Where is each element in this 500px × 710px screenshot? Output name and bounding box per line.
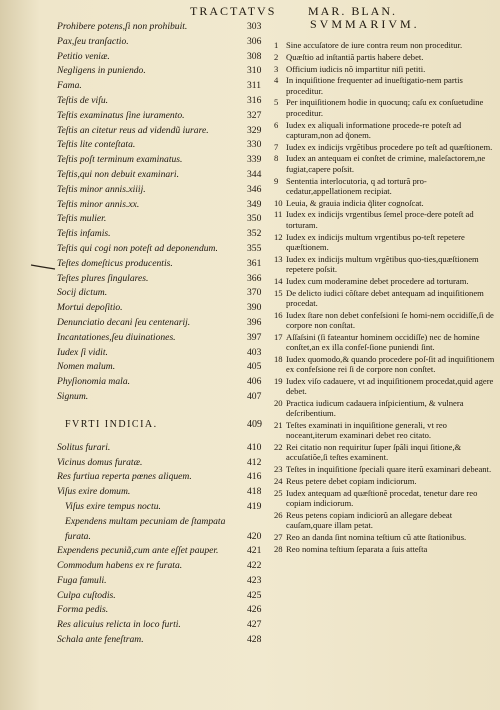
index-entry-text: Signum. [57,390,89,402]
index-entry-text: Teſtes plures ſingulares. [57,272,149,284]
index-entry [57,257,272,272]
summarium-item-number: 23 [274,464,283,475]
summarium-item [274,288,496,309]
summarium-item-number: 27 [274,532,283,543]
index-entry-number: 308 [247,50,262,62]
index-entry-text: Viſus exire domum. [57,486,131,498]
index-entry [57,198,272,213]
summarium-item-text: Iudex ex indicijs vrgentibus ſemel proce-dere poteſt ad torturam. [286,209,474,230]
summarium-item-number: 22 [274,442,283,453]
summarium-item-text: Aſſaſsini (ſi fateantur hominem occidiſſe) nec de homine conſtet,an ex illa confeſ-ſione puniendi ſint. [286,331,480,353]
summarium-item-text: De delicto iudici cõſtare debet antequam ad inquiſitionem procedat. [286,287,484,308]
summarium-item-number: 16 [274,309,283,320]
index-entry-text: Teſtis mulier. [57,213,107,225]
index-entry-number: 361 [247,257,262,269]
summarium-item [274,276,496,286]
summarium-item [274,198,496,208]
index-entry [57,94,272,109]
index-entry [57,456,272,471]
index-entry-text: Nomen malum. [57,361,116,373]
index-entry-number: 416 [247,471,262,483]
summarium-item [274,64,496,74]
summarium-item [274,153,496,174]
index-entry-number: 316 [247,94,262,106]
index-entry-number: 303 [247,21,262,32]
summarium-item-number: 13 [274,253,283,264]
index-entry [57,331,272,346]
summarium-item-text: Iudex quomodo,& quando procedere poſ-ſit ad inquiſitionem ex confeſsione rei ſi de corpore non conſtet. [286,353,495,375]
summarium-item [274,442,496,463]
summarium-item-number: 21 [274,420,283,431]
index-entry [57,50,272,65]
index-entry [57,168,272,183]
summarium-item-text: Iudex ex indicijs multum vrgentibus po-teſt repetere quæſtionem. [286,231,465,252]
summarium-item [274,464,496,474]
index-entry-text: furata. [65,530,91,542]
summarium-item-number: 26 [274,509,283,520]
summarium-item-text: Iudex ſtare non debet confeſsioni ſe homi-nem occidiſſe,ſi de corpore non conſtat. [286,309,494,330]
index-entry-text: Solitus furari. [57,441,111,453]
index-entry [57,272,272,287]
index-entry-number: 419 [247,500,262,512]
index-entry [57,286,272,301]
summarium-item [274,176,496,197]
summarium-item [274,209,496,230]
index-entry [57,633,272,648]
section-gap [57,405,272,415]
index-entry-number: 327 [247,109,262,121]
summarium-item-text: Teſtes examinati in inquiſitione generali, vt reo noceant,iterum examinari debet reo citato. [286,420,447,441]
index-entry [57,183,272,198]
summarium-item-number: 24 [274,476,283,487]
summarium-item-text: Teſtes in inquiſitione ſpeciali quare iterũ examinari debeant. [286,464,492,475]
summarium-item [274,476,496,486]
index-entry-text: Teſtis lite conteſtata. [57,139,136,151]
index-entry-number: 418 [247,486,262,498]
summarium-item [274,544,496,554]
summarium-item-number: 17 [274,331,283,342]
index-entry [57,544,272,559]
index-entry [57,124,272,139]
index-entry-number: 427 [247,619,262,631]
index-entry-text: Teſtis poſt terminum examinatus. [57,154,183,166]
summarium-item-text: Practica iudicum cadauera inſpicientium, & vulnera deſcribentium. [286,398,464,419]
index-entry [57,485,272,500]
header-summarium: SVMMARIVM. [310,17,420,31]
index-entry-number: 405 [247,361,262,373]
index-entry [57,500,272,515]
index-entry [57,227,272,242]
summarium-item-number: 14 [274,275,283,286]
index-entry [57,390,272,405]
summarium-item [274,97,496,118]
index-entry-text: Teſtis minor annis.xx. [57,198,140,210]
summarium-item-number: 15 [274,287,283,298]
index-entry-text: Socij dictum. [57,287,108,299]
summarium-item-number: 20 [274,398,283,408]
index-entry-text: Culpa cuſtodis. [57,589,116,601]
index-entry-text: Teſtis minor annis.xiiij. [57,183,146,195]
summarium-item-number: 3 [274,63,279,74]
index-entry-number: 352 [247,228,262,240]
index-entry-number: 370 [247,287,262,299]
index-entry-text: Teſtis examinatus ſine iuramento. [57,109,185,121]
index-entry [57,301,272,316]
summarium-item [274,254,496,275]
index-entry [57,530,272,545]
index-entry-number: 410 [247,441,262,453]
header-author: MAR. BLAN. [308,4,398,18]
index-entry-number: 366 [247,272,262,284]
index-entry-number: 306 [247,35,262,47]
summarium-item-number: 12 [274,231,283,242]
index-entry-text: Phyſionomia mala. [57,376,131,388]
index-entry-number: 423 [247,574,262,586]
summarium-item-text: Iudex an antequam ei conſtet de crimine, maleſactorem,ne fugiat,capere poſsit. [286,153,486,174]
summarium-item [274,52,496,62]
summarium-item-number: 5 [274,97,279,108]
summarium-item-text: Sententia interlocutoria, q ad torturã pro-cedatur,appellationem recipiat. [286,175,427,196]
index-entry-number: 406 [247,376,262,388]
index-entry [57,35,272,50]
summarium-item-text: Leuia, & grauia indicia q̃liter cognoſcat. [286,197,424,208]
summarium-item-text: Iudex ex indicijs vrgẽtibus procedere po teſt ad quæſtionem. [286,141,493,152]
index-entry-number: 311 [247,80,262,92]
summarium-item-number: 10 [274,197,283,208]
index-entry [57,212,272,227]
summarium-item-text: Iudex antequam ad quæſtionẽ procedat, tenetur dare reo copiam indiciorum. [286,487,478,509]
index-entry [57,574,272,589]
summarium-item-number: 9 [274,175,279,186]
index-entry-number: 349 [247,198,262,210]
summarium-item-text: Iudex ex aliquali informatione procede-re poteſt ad capturam,non ad q̃onem. [286,119,462,140]
index-entry-number: 329 [247,124,262,136]
index-entry-number: 390 [247,302,262,314]
index-column [57,20,272,648]
index-entry-text: Res alicuius relicta in loco furti. [57,619,181,631]
index-entry-number: 426 [247,604,262,616]
summarium-column [274,40,496,556]
index-entry-number: 421 [247,545,262,557]
index-entry-text: Fuga famuli. [57,574,107,586]
index-entry-text: Teſtis infamis. [57,228,111,240]
index-entry-number: 397 [247,331,262,343]
summarium-item-number: 1 [274,40,279,50]
summarium-item-number: 25 [274,487,283,498]
index-entry-text: Denunciatio decani ſeu centenarij. [57,316,191,328]
summarium-item-number: 8 [274,153,279,164]
summarium-item-number: 28 [274,543,283,554]
index-entry [57,375,272,390]
index-entry-text: Pax,ſeu tranſactio. [57,35,129,47]
summarium-item [274,232,496,253]
summarium-item [274,488,496,509]
index-entry-number: 346 [247,183,262,195]
index-entry-text: Forma pedis. [57,604,109,616]
index-entry-text: Fama. [57,80,82,92]
index-entry-text: Teſtis de viſu. [57,94,109,106]
index-entry-number: 355 [247,242,262,254]
summarium-item [274,142,496,152]
summarium-item-text: Reo nomina teſtium ſeparata a ſuis atteſta [286,543,428,554]
index-entry-text: Teſtis,qui non debuit examinari. [57,168,179,180]
section-heading-text: FVRTI INDICIA. [65,418,158,430]
section-heading-number: 409 [247,418,262,430]
summarium-item-number: 18 [274,353,283,364]
index-entry [57,559,272,574]
index-entry-number: 403 [247,346,262,358]
summarium-item [274,398,496,419]
summarium-item [274,310,496,331]
index-entry-text: Res furtiua reperta pœnes aliquem. [57,471,192,483]
index-entry [57,360,272,375]
index-entry-number: 339 [247,154,262,166]
summarium-item-text: Quæſtio ad inſtantiã partis habere debet. [286,51,424,62]
summarium-item-text: Officium iudicis nõ impartitur niſi petiti. [286,63,426,74]
index-entry-number: 412 [247,456,262,468]
index-entry-text: Prohibere potens,ſi non prohibuit. [57,21,188,32]
summarium-item [274,376,496,397]
summarium-item-number: 6 [274,119,279,130]
index-entry [57,515,272,530]
index-entry [57,64,272,79]
index-entry-text: Commodum habens ex re furata. [57,560,183,572]
index-entry-text: Expendens multam pecuniam de ſtampata [65,515,226,527]
index-entry-number: 407 [247,390,262,402]
hand-pointer-mark [30,264,56,270]
summarium-item [274,354,496,375]
summarium-item [274,332,496,353]
index-entry-number: 422 [247,560,262,572]
summarium-item-text: Reo an danda ſint nomina teſtium cũ atte ſtationibus. [286,532,467,543]
summarium-item-text: Per inquiſitionem hodie in quocunq; caſu ex conſuetudine proceditur. [286,97,484,118]
summarium-item-text: Iudex ex indicijs multum vrgẽtibus quo-ties,quæſtionem repetere poſsit. [286,253,479,274]
index-entry [57,441,272,456]
index-entry-text: Negligens in puniendo. [57,65,146,77]
summarium-item [274,532,496,542]
index-entry [57,618,272,633]
index-entry-number: 420 [247,530,262,542]
index-entry-text: Vicinus domus furatæ. [57,456,143,468]
index-entry-text: Teſtes domeſticus producentis. [57,257,173,269]
index-entry [57,138,272,153]
index-entry-text: Viſus exire tempus noctu. [65,500,161,512]
index-entry-number: 425 [247,589,262,601]
index-entry [57,346,272,361]
summarium-item [274,510,496,531]
index-entry [57,79,272,94]
summarium-item-number: 4 [274,75,279,86]
index-entry-number: 428 [247,634,262,646]
summarium-item-text: Iudex cum moderamine debet procedere ad torturam. [286,275,469,286]
index-entry-number: 396 [247,316,262,328]
index-entry [57,109,272,124]
index-entry-text: Teſtis qui cogi non poteſt ad deponendum. [57,242,218,254]
index-entry-number: 310 [247,65,262,77]
summarium-item-number: 2 [274,51,279,62]
index-entry-text: Incantationes,ſeu diuinationes. [57,331,176,343]
header-title: TRACTATVS [190,4,277,18]
summarium-item-number: 11 [274,209,283,220]
summarium-item-text: Rei citatio non requiritur ſuper ſpãli inqui ſitione,& accuſatiõe,ſi teſtes examinent. [286,442,462,463]
summarium-item-number: 7 [274,141,279,152]
summarium-item-text: Reus petens copiam indiciorũ an allegare debeat cauſam,quare illam petat. [286,509,453,531]
index-entry [57,589,272,604]
summarium-item-text: Reus petere debet copiam indiciorum. [286,476,417,487]
index-entry [57,153,272,168]
index-entry-text: Iudex ſi vidit. [57,346,108,358]
index-entry-number: 330 [247,139,262,151]
index-entry-text: Mortui depoſitio. [57,302,123,314]
summarium-item [274,40,496,50]
summarium-item-text: In inquiſitione frequenter ad inueſtigatio-nem partis proceditur. [286,75,463,96]
summarium-item-text: Sine accuſatore de iure contra reum non proceditur. [286,40,463,50]
index-entry [57,242,272,257]
index-entry-text: Petitio veniæ. [57,50,110,62]
index-entry-text: Teſtis an citetur reus ad videndũ iurare. [57,124,209,136]
index-entry-text: Schala ante feneſtram. [57,634,144,646]
summarium-item-text: Iudex viſo cadauere, vt ad inquiſitionem procedat,quid agere debet. [286,375,494,397]
index-entry [57,20,272,35]
summarium-item [274,75,496,96]
summarium-item [274,420,496,441]
index-entry-text: Expendens pecuniã,cum ante eſſet pauper. [57,545,219,557]
section-heading [57,415,272,435]
index-entry [57,316,272,331]
index-entry-number: 344 [247,168,262,180]
index-entry [57,603,272,618]
index-entry-number: 350 [247,213,262,225]
summarium-item-number: 19 [274,375,283,386]
summarium-item [274,120,496,141]
index-entry [57,470,272,485]
